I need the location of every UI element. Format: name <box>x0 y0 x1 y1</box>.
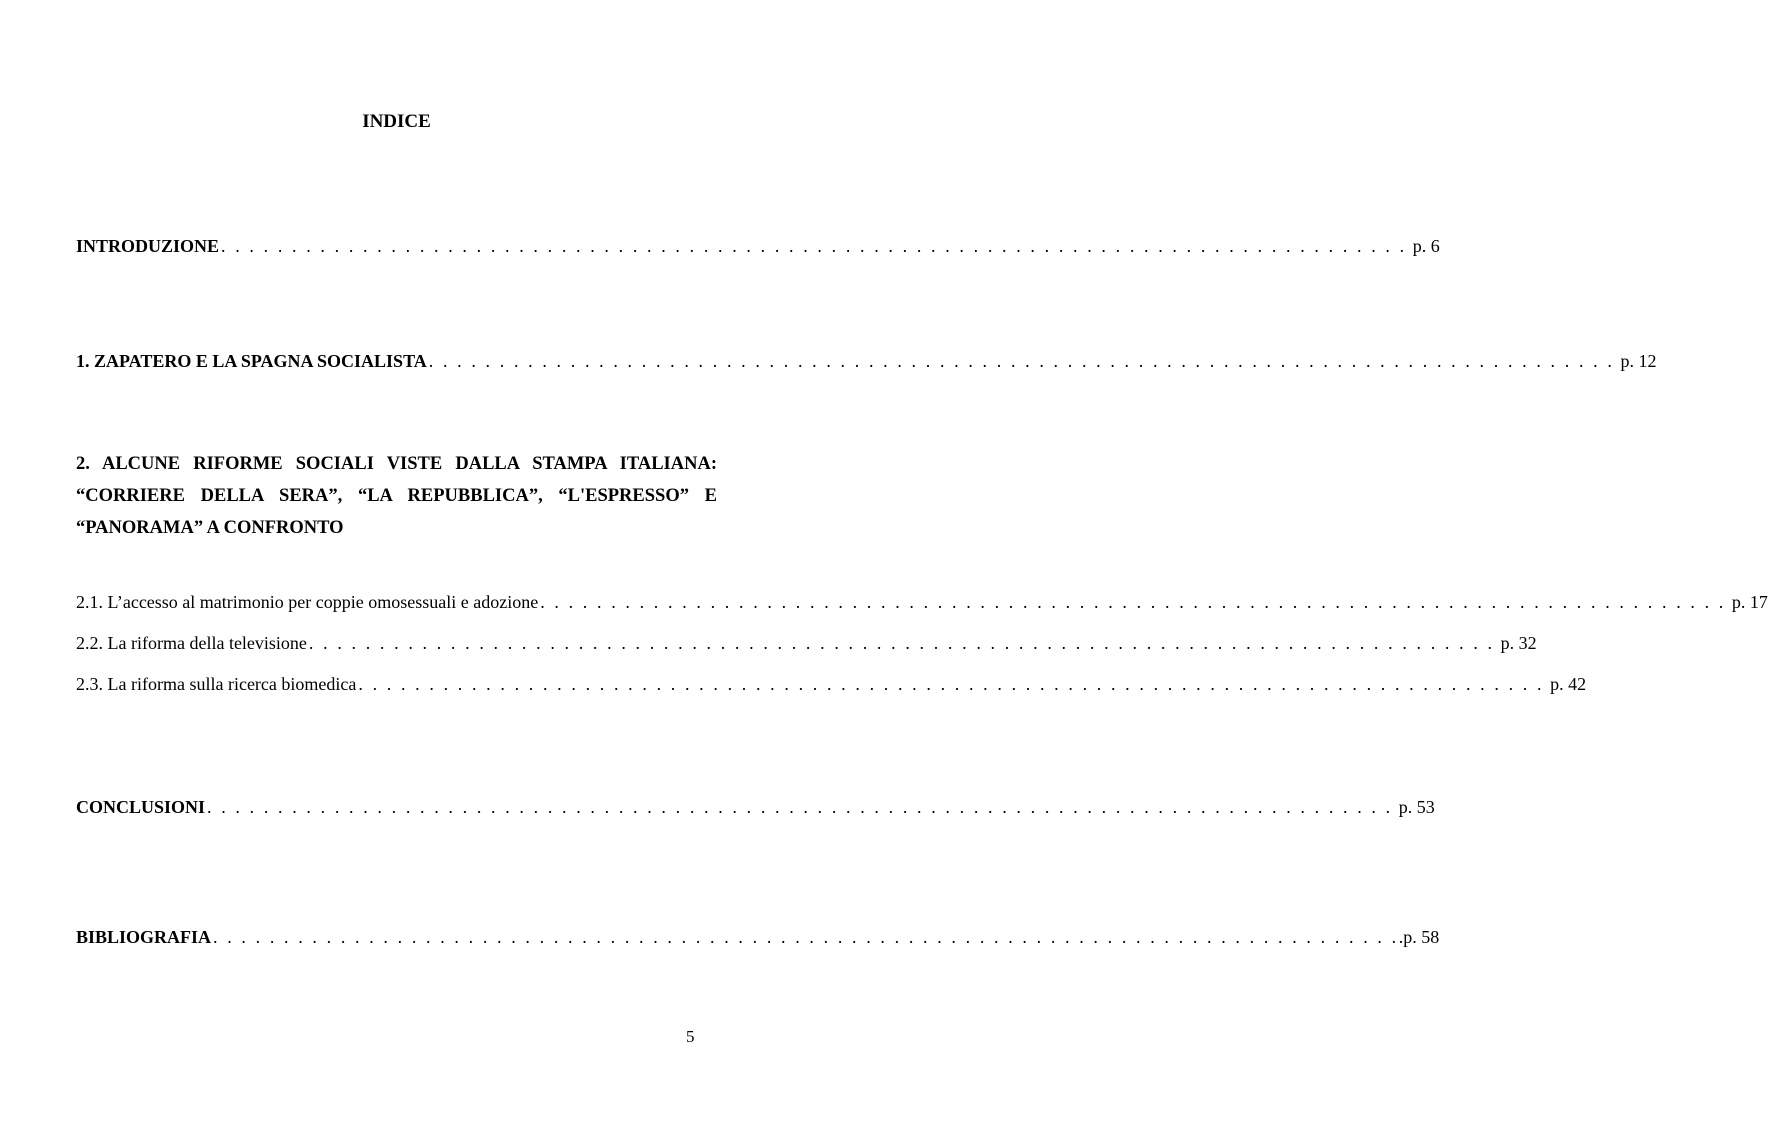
toc-entry-page: p. 12 <box>1620 351 1657 371</box>
toc-entry-page: p. 53 <box>1398 797 1435 817</box>
dot-leader: . . . . . . . . . . . . . . . . . . . . . . . . . . . . . . . . . . . . . . . . . . . . . . . . . . . . . . . . . . . . . . . . . . . . . . . . . . . . . . . . . . . . <box>428 351 1615 371</box>
toc-entry-page: .p. 58 <box>1398 927 1440 947</box>
page-number: 5 <box>686 1027 695 1046</box>
toc-entry-label: 2.3. La riforma sulla ricerca biomedica <box>76 674 357 694</box>
toc-entry-section-2-3[interactable] <box>76 672 1587 696</box>
toc-entry-page: p. 32 <box>1500 633 1537 653</box>
toc-entry-section-2-2[interactable] <box>76 631 1537 655</box>
toc-entry-bibliografia[interactable] <box>76 925 1440 949</box>
toc-entry-page: p. 17 <box>1731 592 1768 612</box>
dot-leader: . . . . . . . . . . . . . . . . . . . . . . . . . . . . . . . . . . . . . . . . . . . . . . . . . . . . . . . . . . . . . . . . . . . . . . . . . . . . . . . . . . . . <box>358 674 1545 694</box>
toc-entry-chapter-2-heading[interactable] <box>76 448 717 544</box>
chapter-heading-line: “PANORAMA” A CONFRONTO <box>76 518 344 538</box>
toc-entry-label: 2.1. L’accesso al matrimonio per coppie omosessuali e adozione <box>76 592 539 612</box>
toc-entry-page: p. 6 <box>1412 236 1440 256</box>
toc-entry-section-2-1[interactable] <box>76 590 1768 614</box>
page-title: INDICE <box>362 111 431 132</box>
toc-entry-conclusioni[interactable] <box>76 795 1435 819</box>
dot-leader: . . . . . . . . . . . . . . . . . . . . . . . . . . . . . . . . . . . . . . . . . . . . . . . . . . . . . . . . . . . . . . . . . . . . . . . . . . . . . . . . . . . . <box>308 633 1495 653</box>
dot-leader: . . . . . . . . . . . . . . . . . . . . . . . . . . . . . . . . . . . . . . . . . . . . . . . . . . . . . . . . . . . . . . . . . . . . . . . . . . . . . . . . . . . . <box>221 236 1407 256</box>
chapter-heading-line: “CORRIERE DELLA SERA”, “LA REPUBBLICA”, “L'ESPRESSO” E <box>76 486 717 506</box>
toc-entry-page: p. 42 <box>1550 674 1587 694</box>
dot-leader: . . . . . . . . . . . . . . . . . . . . . . . . . . . . . . . . . . . . . . . . . . . . . . . . . . . . . . . . . . . . . . . . . . . . . . . . . . . . . . . . . . . . <box>540 592 1726 612</box>
toc-entry-label: BIBLIOGRAFIA <box>76 927 212 947</box>
toc-entry-label: CONCLUSIONI <box>76 797 206 817</box>
dot-leader: . . . . . . . . . . . . . . . . . . . . . . . . . . . . . . . . . . . . . . . . . . . . . . . . . . . . . . . . . . . . . . . . . . . . . . . . . . . . . . . . . . . . <box>213 927 1399 947</box>
toc-entry-label: 2.2. La riforma della televisione <box>76 633 307 653</box>
chapter-heading-line: 2. ALCUNE RIFORME SOCIALI VISTE DALLA STAMPA ITALIANA: <box>76 454 717 474</box>
dot-leader: . . . . . . . . . . . . . . . . . . . . . . . . . . . . . . . . . . . . . . . . . . . . . . . . . . . . . . . . . . . . . . . . . . . . . . . . . . . . . . . . . . . . <box>207 797 1393 817</box>
toc-entry-chapter-1[interactable] <box>76 349 1657 373</box>
toc-entry-label: INTRODUZIONE <box>76 236 220 256</box>
toc-entry-label: 1. ZAPATERO E LA SPAGNA SOCIALISTA <box>76 351 427 371</box>
toc-entry-introduzione[interactable] <box>76 234 1440 258</box>
